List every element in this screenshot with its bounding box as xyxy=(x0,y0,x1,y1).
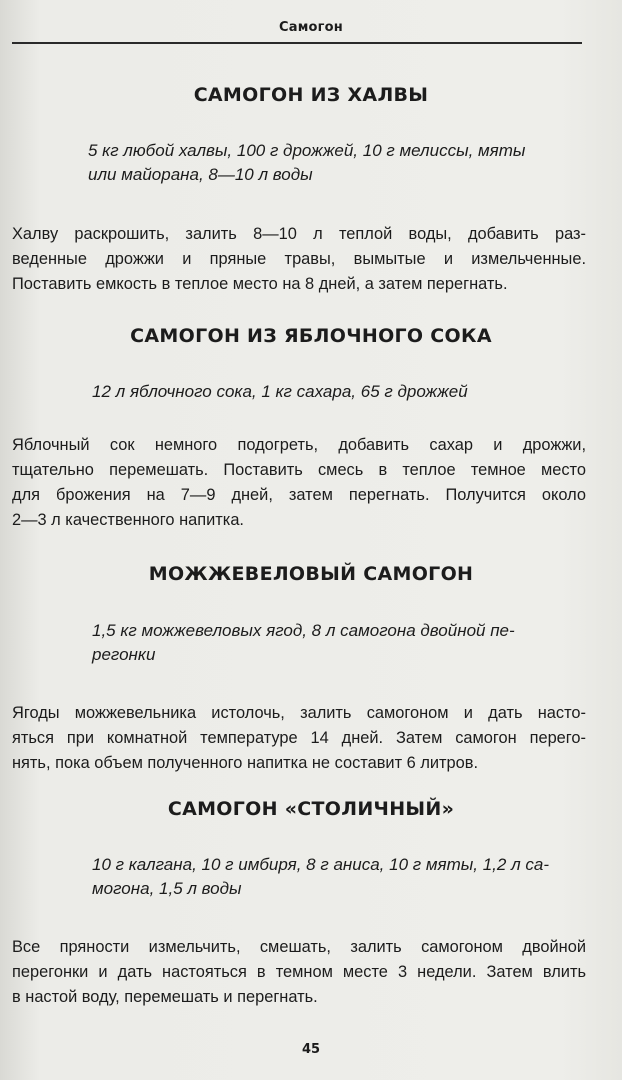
section-title-apple-juice: САМОГОН ИЗ ЯБЛОЧНОГО СОКА xyxy=(130,325,492,347)
ingredients-line: 12 л яблочного сока, 1 кг сахара, 65 г дрожжей xyxy=(92,382,468,401)
instructions-stolichny xyxy=(12,935,586,1010)
instructions-halva xyxy=(12,222,586,297)
text-line: Все пряности измельчить, смешать, залить самогоном двойной xyxy=(12,938,586,956)
ingredients-line: 1,5 кг можжевеловых ягод, 8 л самогона двойной пе- xyxy=(92,621,515,640)
text-line: веденные дрожжи и пряные травы, вымытые и измельченные. xyxy=(12,250,586,268)
instructions-apple-juice xyxy=(12,433,586,533)
section-title-halva: САМОГОН ИЗ ХАЛВЫ xyxy=(193,84,429,106)
header-divider xyxy=(12,42,582,44)
text-line: Яблочный сок немного подогреть, добавить сахар и дрожжи, xyxy=(12,436,586,454)
ingredients-line: 10 г калгана, 10 г имбиря, 8 г аниса, 10 г мяты, 1,2 л са- xyxy=(92,855,549,874)
text-line: 2—3 л качественного напитка. xyxy=(12,511,244,529)
ingredients-juniper xyxy=(92,619,515,667)
text-line: перегонки и дать настояться в темном месте 3 недели. Затем влить xyxy=(12,963,586,981)
text-line: Ягоды можжевельника истолочь, залить самогоном и дать насто- xyxy=(12,704,586,722)
text-line: Поставить емкость в теплое место на 8 дней, а затем перегнать. xyxy=(12,275,508,293)
ingredients-line: могона, 1,5 л воды xyxy=(92,879,242,898)
ingredients-line: или майорана, 8—10 л воды xyxy=(88,165,313,184)
text-line: яться при комнатной температуре 14 дней. Затем самогон перего- xyxy=(12,729,586,747)
ingredients-line: регонки xyxy=(92,645,156,664)
ingredients-line: 5 кг любой халвы, 100 г дрожжей, 10 г мелиссы, мяты xyxy=(88,141,526,160)
text-line: Халву раскрошить, залить 8—10 л теплой воды, добавить раз- xyxy=(12,225,586,243)
ingredients-stolichny xyxy=(92,853,549,901)
section-title-juniper: МОЖЖЕВЕЛОВЫЙ САМОГОН xyxy=(148,563,474,585)
text-line: для брожения на 7—9 дней, затем перегнать. Получится около xyxy=(12,486,586,504)
instructions-juniper xyxy=(12,701,586,776)
text-line: нять, пока объем полученного напитка не составит 6 литров. xyxy=(12,754,479,772)
text-line: в настой воду, перемешать и перегнать. xyxy=(12,988,318,1006)
page-number: 45 xyxy=(301,1042,321,1057)
section-title-stolichny: САМОГОН «СТОЛИЧНЫЙ» xyxy=(167,798,455,820)
ingredients-apple-juice xyxy=(92,380,468,404)
ingredients-halva xyxy=(88,139,525,187)
text-line: тщательно перемешать. Поставить смесь в теплое темное место xyxy=(12,461,586,479)
running-header: Самогон xyxy=(279,20,343,35)
